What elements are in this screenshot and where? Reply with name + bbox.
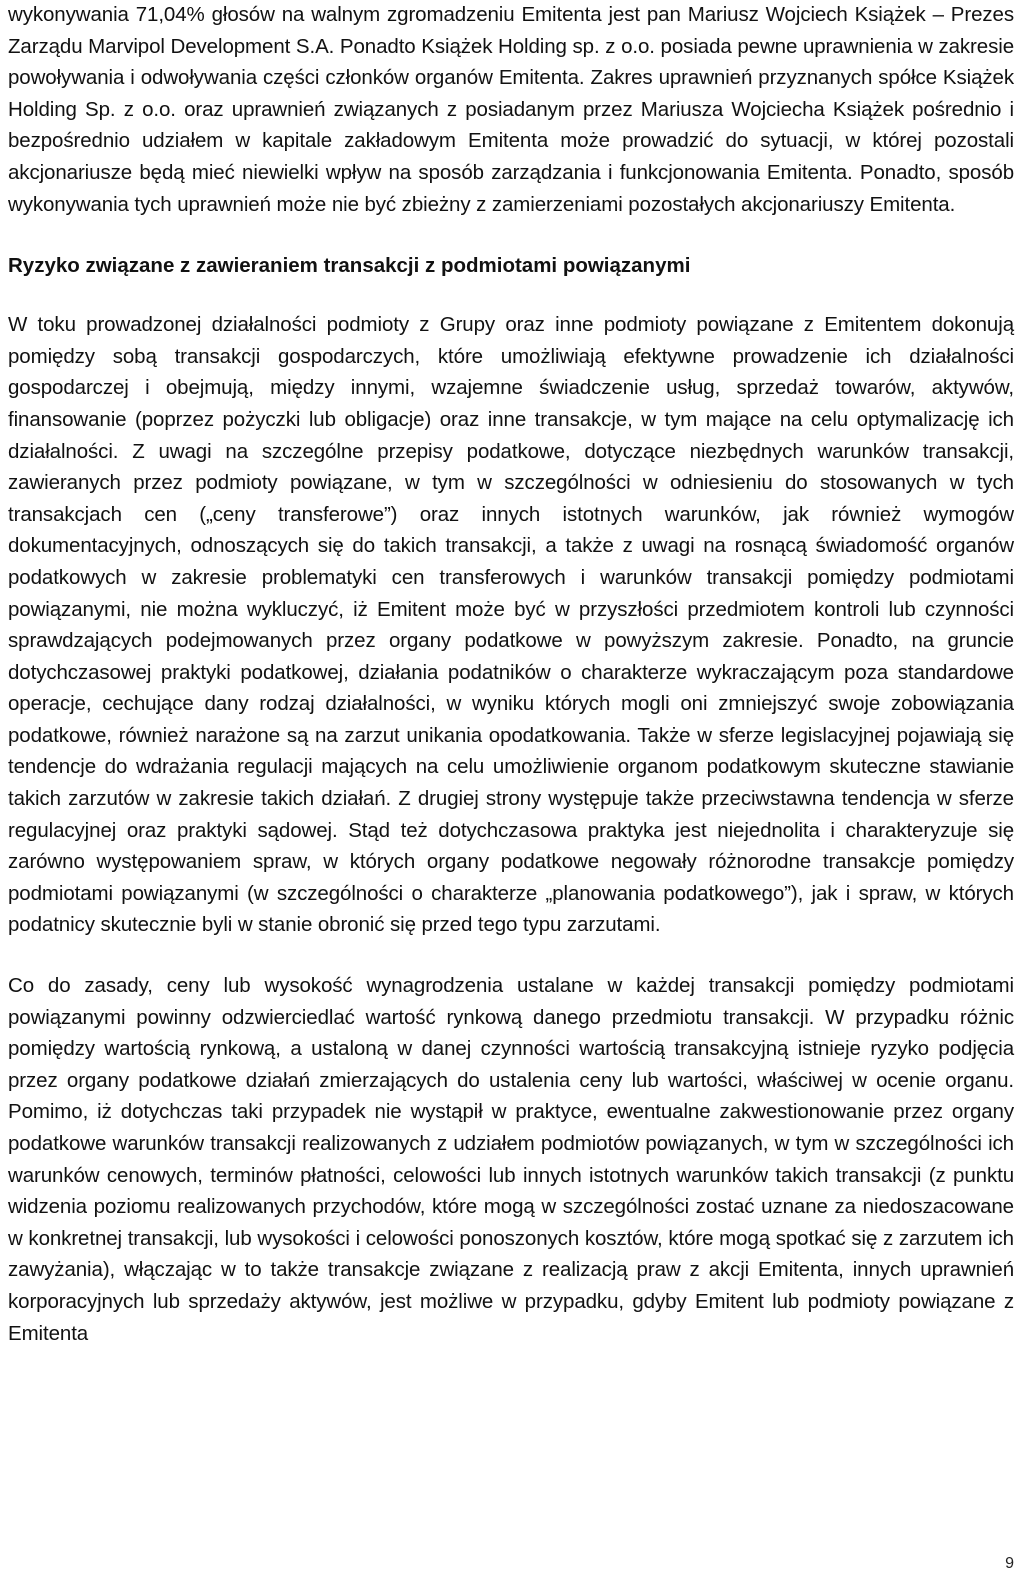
paragraph-shareholder-control: wykonywania 71,04% głosów na walnym zgromadzeniu Emitenta jest pan Mariusz Wojciech Książek – Prezes Zarządu Marvipol Development S.A. Ponadto Książek Holding sp. z o.o. posiada pewne uprawnienia w zakresie powoływania i odwoływania części członków organów Emitenta. Zakres uprawnień przyznanych spółce Książek Holding Sp. z o.o. oraz uprawnień związanych z posiadanym przez Mariusza Wojciecha Książek pośrednio i bezpośrednio udziałem w kapitale zakładowym Emitenta może prowadzić do sytuacji, w której pozostali akcjonariusze będą mieć niewielki wpływ na sposób zarządzania i funkcjonowania Emitenta. Ponadto, sposób wykonywania tych uprawnień może nie być zbieżny z zamierzeniami pozostałych akcjonariuszy Emitenta.: [8, 3, 1014, 216]
paragraph-related-party-transactions: W toku prowadzonej działalności podmioty z Grupy oraz inne podmioty powiązane z Emitentem dokonują pomiędzy sobą transakcji gospodarczych, które umożliwiają efektywne prowadzenie ich działalności gospodarczej i obejmują, między innymi, wzajemne świadczenie usług, sprzedaż towarów, aktywów, finansowanie (poprzez pożyczki lub obligacje) oraz inne transakcje, w tym mające na celu optymalizację ich działalności. Z uwagi na szczególne przepisy podatkowe, dotyczące niezbędnych warunków transakcji, zawieranych przez podmioty powiązane, w tym w szczególności w odniesieniu do stosowanych w tych transakcjach cen („ceny transferowe”) oraz innych istotnych warunków, jak również wymogów dokumentacyjnych, odnoszących się do takich transakcji, a także z uwagi na rosnącą świadomość organów podatkowych w zakresie problematyki cen transferowych i warunków transakcji pomiędzy podmiotami powiązanymi, nie można wykluczyć, iż Emitent może być w przyszłości przedmiotem kontroli lub czynności sprawdzających podejmowanych przez organy podatkowe w powyższym zakresie. Ponadto, na gruncie dotychczasowej praktyki podatkowej, działania podatników o charakterze wykraczającym poza standardowe operacje, cechujące dany rodzaj działalności, w wyniku których mogli oni zmniejszyć swoje zobowiązania podatkowe, również narażone są na zarzut unikania opodatkowania. Także w sferze legislacyjnej pojawiają się tendencje do wdrażania regulacji mających na celu umożliwienie organom podatkowym skuteczne stawianie takich zarzutów w zakresie takich działań. Z drugiej strony występuje także przeciwstawna tendencja w sferze regulacyjnej oraz praktyki sądowej. Stąd też dotychczasowa praktyka jest niejednolita i charakteryzuje się zarówno występowaniem spraw, w których organy podatkowe negowały różnorodne transakcje pomiędzy podmiotami powiązanymi (w szczególności o charakterze „planowania podatkowego”), jak i spraw, w których podatnicy skutecznie byli w stanie obronić się przed tego typu zarzutami.: [8, 313, 1014, 937]
page-number: 9: [1005, 1555, 1014, 1572]
document-page: [8, 0, 1014, 1349]
paragraph-market-value-pricing: Co do zasady, ceny lub wysokość wynagrodzenia ustalane w każdej transakcji pomiędzy podmiotami powiązanymi powinny odzwierciedlać wartość rynkową danego przedmiotu transakcji. W przypadku różnic pomiędzy wartością rynkową, a ustaloną w danej czynności wartością transakcyjną istnieje ryzyko podjęcia przez organy podatkowe działań zmierzających do ustalenia ceny lub wartości, właściwej w ocenie organu. Pomimo, iż dotychczas taki przypadek nie wystąpił w praktyce, ewentualne zakwestionowanie przez organy podatkowe warunków transakcji realizowanych z udziałem podmiotów powiązanych, w tym w szczególności ich warunków cenowych, terminów płatności, celowości lub innych istotnych warunków takich transakcji (z punktu widzenia poziomu realizowanych przychodów, które mogą w szczególności zostać uznane za niedoszacowane w konkretnej transakcji, lub wysokości i celowości ponoszonych kosztów, które mogą spotkać się z zarzutem ich zawyżania), włączając w to także transakcje związane z realizacją praw z akcji Emitenta, innych uprawnień korporacyjnych lub sprzedaży aktywów, jest możliwe w przypadku, gdyby Emitent lub podmioty powiązane z Emitenta: [8, 974, 1014, 1345]
section-heading-related-party-risk: Ryzyko związane z zawieraniem transakcji z podmiotami powiązanymi: [8, 254, 691, 278]
